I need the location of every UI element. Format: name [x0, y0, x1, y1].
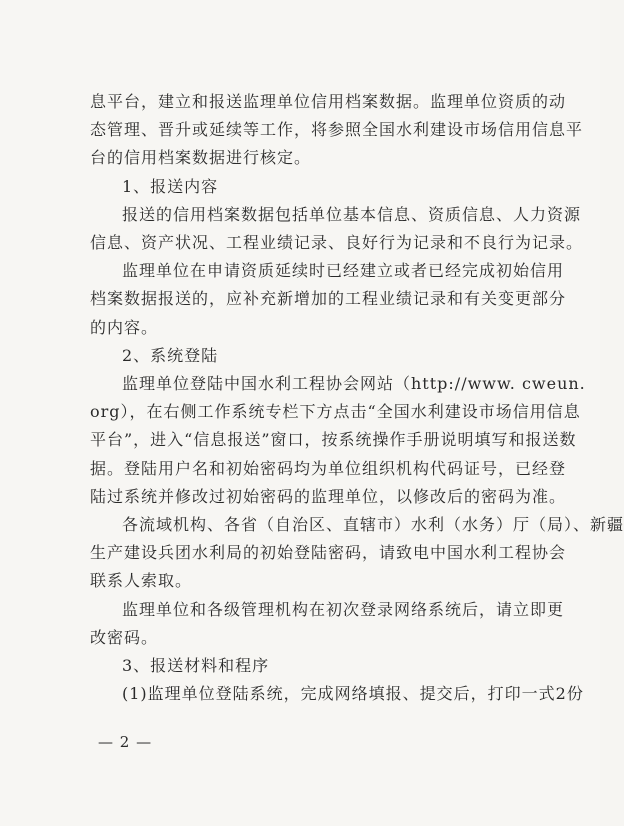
text-line: 监理单位和各级管理机构在初次登录网络系统后，请立即更: [122, 599, 565, 619]
text-line: 生产建设兵团水利局的初始登陆密码，请致电中国水利工程协会: [90, 543, 567, 563]
text-line: 监理单位登陆中国水利工程协会网站（http://www. cweun.: [122, 374, 586, 394]
text-line: 陆过系统并修改过初始密码的监理单位，以修改后的密码为准。: [90, 486, 567, 506]
text-line: 台的信用档案数据进行核定。: [90, 148, 312, 168]
text-line: 1、报送内容: [122, 176, 219, 196]
text-line: 3、报送材料和程序: [122, 656, 270, 676]
text-line: 联系人索取。: [90, 571, 193, 591]
text-line: (1)监理单位登陆系统，完成网络填报、提交后，打印一式2份: [122, 684, 584, 704]
text-line: 档案数据报送的，应补充新增加的工程业绩记录和有关变更部分: [90, 289, 567, 309]
text-line: 息平台，建立和报送监理单位信用档案数据。监理单位资质的动: [90, 92, 567, 111]
text-line: org），在右侧工作系统专栏下方点击“全国水利建设市场信用信息: [90, 402, 581, 422]
text-line: 各流域机构、各省（自治区、直辖市）水利（水务）厅（局）、新疆: [122, 515, 624, 535]
text-line: 态管理、晋升或延续等工作，将参照全国水利建设市场信用信息平: [90, 120, 584, 140]
page-number: — 2 —: [98, 733, 153, 751]
text-line: 改密码。: [90, 627, 159, 647]
document-body: [90, 88, 624, 708]
text-line: 信息、资产状况、工程业绩记录、良好行为记录和不良行为记录。: [90, 233, 584, 253]
text-line: 据。登陆用户名和初始密码均为单位组织机构代码证号，已经登: [90, 458, 567, 478]
text-line: 平台”，进入“信息报送”窗口，按系统操作手册说明填写和报送数: [90, 430, 577, 450]
text-line: 监理单位在申请资质延续时已经建立或者已经完成初始信用: [122, 261, 565, 281]
text-line: 报送的信用档案数据包括单位基本信息、资质信息、人力资源: [122, 204, 582, 224]
text-line: 的内容。: [90, 317, 159, 337]
text-line: 2、系统登陆: [122, 345, 219, 365]
